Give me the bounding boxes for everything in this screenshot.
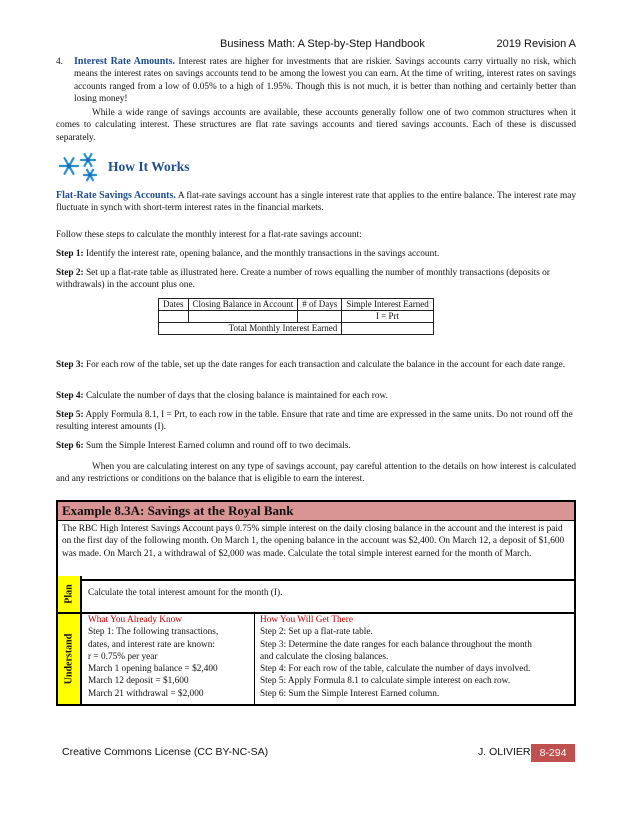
known-heading: What You Already Know (88, 615, 182, 625)
table-header: Dates (159, 299, 189, 311)
how-line: Step 2: Set up a flat-rate table. (260, 627, 373, 638)
flat-rate-text: A flat-rate savings account has a single interest rate that applies to the entire balance. The interest rate may fluctuate in synch with short-term interest rates in the financial markets. (56, 191, 576, 214)
caution-paragraph: When you are calculating interest on any type of savings account, pay careful attention to the details on how interest is calculated and any restrictions or conditions on the balance that is eligible to earn the interest. (56, 462, 576, 485)
flat-rate-paragraph (56, 190, 576, 215)
item-text: Interest rates are higher for investments that are riskier. Savings accounts carry virtually no risk, which means the interest rates on savings accounts tend to be among the lowest you can earn. At the time of writing, interest rates on savings accounts ranged from a low of 0.05% to a high of 1.95%. Though this is not much, it is better than nothing and certainly better than losing money! (74, 57, 576, 104)
known-line: r = 0.75% per year (88, 651, 158, 662)
example-title: Example 8.3A: Savings at the Royal Bank (58, 502, 574, 521)
table-header: # of Days (298, 299, 342, 311)
known-column (84, 614, 255, 704)
step-3 (56, 359, 576, 371)
how-line: Step 5: Apply Formula 8.1 to calculate simple interest on each row. (260, 676, 511, 687)
step-5 (56, 409, 576, 434)
understand-row (58, 614, 574, 704)
step-label: Step 1: (56, 249, 84, 259)
license-text: Creative Commons License (CC BY-NC-SA) (62, 746, 269, 758)
step-text: Set up a flat-rate table as illustrated here. Create a number of rows equalling the number of monthly transactions (deposits or withdrawals) in the account plus one. (56, 268, 550, 291)
table-row (159, 311, 434, 323)
example-problem: The RBC High Interest Savings Account pays 0.75% simple interest on the daily closing balance in the account and the interest is paid on the first day of the following month. On March 1, the opening balance in the account was $2,400. On March 12, a deposit of $1,600 was made. On March 21, a withdrawal of $2,000 was made. Calculate the total simple interest earned for the month of March. (58, 521, 574, 581)
known-line: March 12 deposit = $1,600 (88, 676, 189, 687)
total-cell (342, 323, 433, 335)
known-line: March 21 withdrawal = $2,000 (88, 688, 204, 699)
understand-label: Understand (63, 633, 75, 685)
step-1 (56, 248, 576, 260)
table-total-row (159, 323, 434, 335)
plan-text: Calculate the total interest amount for the month (I). (88, 588, 283, 598)
how-line: and calculate the closing balances. (260, 651, 389, 662)
how-it-works-title: How It Works (108, 159, 190, 174)
how-line: Step 3: Determine the date ranges for each balance throughout the month (260, 639, 532, 650)
step-text: Sum the Simple Interest Earned column and round off to two decimals. (85, 441, 351, 451)
table-header: Simple Interest Earned (342, 299, 433, 311)
table-cell (298, 311, 342, 323)
how-line: Step 6: Sum the Simple Interest Earned column. (260, 688, 440, 699)
table-header-row (159, 299, 434, 311)
total-label: Total Monthly Interest Earned (159, 323, 342, 335)
example-box (56, 500, 576, 706)
follow-steps-intro: Follow these steps to calculate the monthly interest for a flat-rate savings account: (56, 230, 362, 240)
step-label: Step 3: (56, 360, 84, 370)
how-it-works-heading (56, 150, 190, 184)
author-name: J. OLIVIER (478, 746, 531, 758)
intro-paragraph: While a wide range of savings accounts are available, these accounts generally follow one of two common structures when it comes to calculating interest. These structures are flat rate savings accounts and tiered savings accounts. Each of these is discussed separately. (56, 108, 576, 143)
step-6 (56, 440, 576, 452)
step-text: Calculate the number of days that the closing balance is maintained for each row. (85, 391, 388, 401)
step-label: Step 6: (56, 441, 84, 451)
revision-label: 2019 Revision A (496, 38, 576, 50)
step-text: Identify the interest rate, opening balance, and the monthly transactions in the savings account. (85, 249, 440, 259)
known-line: Step 1: The following transactions, (88, 627, 219, 638)
step-4 (56, 390, 576, 402)
how-heading: How You Will Get There (260, 615, 354, 625)
known-line: dates, and interest rate are known: (88, 639, 216, 650)
how-column (256, 614, 576, 700)
table-header: Closing Balance in Account (188, 299, 298, 311)
step-label: Step 5: (56, 410, 84, 420)
formula-cell: I = Prt (342, 311, 433, 323)
table-cell (159, 311, 189, 323)
item-interest-rate-amounts (74, 56, 576, 105)
how-line: Step 4: For each row of the table, calculate the number of days involved. (260, 664, 531, 675)
step-text: Apply Formula 8.1, I = Prt, to each row in the table. Ensure that rate and time are expressed in the same units. Do not round off the resulting interest amounts (I). (56, 410, 573, 433)
page-number-badge: 8-294 (531, 744, 575, 762)
flat-rate-term: Flat-Rate Savings Accounts. (56, 190, 176, 201)
known-line: March 1 opening balance = $2,400 (88, 664, 218, 675)
book-title: Business Math: A Step-by-Step Handbook (220, 38, 425, 50)
table-cell (188, 311, 298, 323)
item-term: Interest Rate Amounts. (74, 56, 176, 67)
step-label: Step 2: (56, 268, 84, 278)
snowflake-gears-icon (56, 150, 102, 184)
item-number: 4. (56, 57, 63, 67)
page-footer (0, 744, 630, 764)
step-text: For each row of the table, set up the date ranges for each transaction and calculate the balance in the account for each date range. (85, 360, 566, 370)
understand-side-label (58, 614, 82, 704)
flat-rate-table (158, 298, 434, 335)
plan-side-label (58, 576, 82, 612)
step-label: Step 4: (56, 391, 84, 401)
plan-label: Plan (63, 584, 75, 604)
plan-row (58, 576, 574, 614)
step-2 (56, 267, 576, 292)
page-header (0, 38, 630, 54)
